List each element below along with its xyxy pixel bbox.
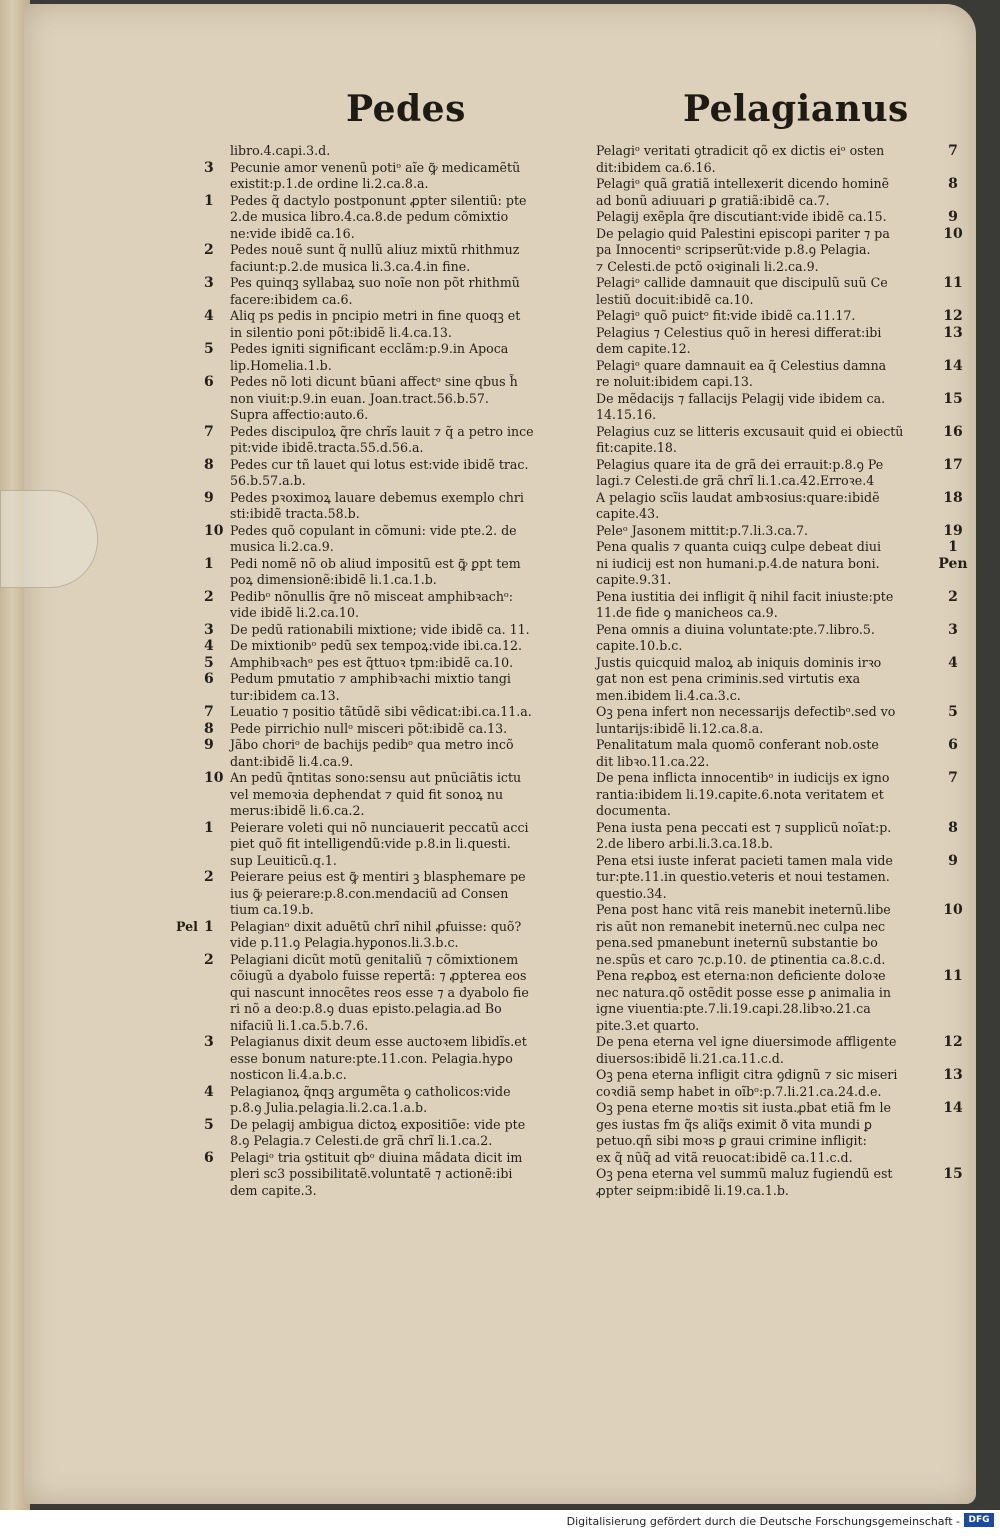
entry-text: Pedes q̃ dactylo postponunt ꝓpter silentiũ: pte 2.de musica libro.4.ca.8.de pedum cõmixtio ne:vide ibidẽ ca.16. [230, 192, 527, 241]
bookmark-clip [0, 490, 98, 588]
entry-text: De pelagij ambigua dictoꝝ expositiõe: vide pte 8.ꝯ Pelagia.⁊ Celesti.de grã chrĩ li.1.ca.2. [230, 1116, 526, 1148]
entry-text: De pena inflicta innocentibᵒ in iudicijs ex igno rantia:ibidem li.19.capite.6.nota veritatem et documenta. [596, 770, 890, 818]
index-entry [176, 1150, 586, 1200]
entry-text: Peleᵒ Jasonem mittit:p.7.li.3.ca.7. Pena qualis ⁊ quanta cuiqꝫ culpe debeat diui ni iudicij est non humani.p.4.de natura boni. capite.9.31. [596, 522, 881, 587]
index-entry [596, 853, 976, 903]
index-entry [596, 737, 976, 770]
index-entry [596, 308, 976, 358]
index-entry [176, 275, 586, 308]
entry-text: Pedes nouẽ sunt q̃ nullũ aliuz mixtũ rhithmuz faciunt:p.2.de musica li.3.ca.4.in fine. [230, 242, 520, 274]
index-column-right [596, 143, 976, 1199]
index-entry [596, 143, 976, 176]
entry-text: Pena etsi iuste inferat pacieti tamen mala vide tur:pte.11.in questio.veteris et noui testamen. questio.34. [596, 852, 893, 901]
entry-text: Pelagiᵒ callide damnauit que discipulũ suũ Ce lestiũ docuit:ibidẽ ca.10. [596, 275, 888, 307]
index-entry [176, 160, 586, 193]
index-entry [596, 391, 976, 424]
entry-number: 7 [204, 423, 214, 440]
index-entry [176, 341, 586, 374]
entry-number: 9 10 [943, 209, 963, 242]
entry-text: Pedum pmutatio ⁊ amphibꝛachi mixtio tangi tur:ibidem ca.13. [230, 671, 511, 703]
entry-number: 3 [204, 159, 214, 176]
index-entry [176, 143, 586, 160]
entry-text: Pede pirrichio nullᵒ misceri põt:ibidẽ ca.13. [230, 720, 508, 736]
entry-text: Pena iustitia dei infligit q̃ nihil facit iniuste:pte 11.de fide ꝯ manicheos ca.9. [596, 588, 894, 620]
entry-number: 5 [204, 1116, 214, 1133]
entry-number: 11 [943, 968, 963, 984]
entry-number: 9 [204, 489, 214, 506]
entry-text: Pedes igniti significant ecclãm:p.9.in Apoca lip.Homelia.1.b. [230, 341, 509, 373]
index-entry [596, 490, 976, 523]
entry-text: libro.4.capi.3.d. [230, 143, 331, 158]
entry-number: 9 [204, 737, 214, 753]
entry-number: 6 [204, 374, 214, 390]
index-entry [176, 457, 586, 490]
entry-text: De pedũ rationabili mixtione; vide ibidẽ ca. 11. [230, 621, 530, 637]
index-entry [596, 523, 976, 589]
index-entry [176, 490, 586, 523]
entry-number: 4 [948, 654, 958, 671]
entry-number: 4 [204, 638, 214, 654]
entry-text: Pecunie amor venenũ potiᵒ aĩe ꝙ̃ medicamẽtũ existit:p.1.de ordine li.2.ca.8.a. [230, 159, 521, 191]
index-entry [176, 242, 586, 275]
index-entry [596, 424, 976, 457]
entry-number: 1 [204, 555, 214, 572]
entry-number: 8 [948, 819, 958, 836]
footer-credit: Digitalisierung gefördert durch die Deutsche Forschungsgemeinschaft - [566, 1515, 960, 1528]
entry-text: Pelagianus dixit deum esse auctoꝛem libidĩs.et esse bonum nature:pte.11.con. Pelagia.hyꝑo nosticon li.4.a.b.c. [230, 1034, 527, 1082]
entry-number: 10 [204, 522, 224, 539]
entry-text: Justis quicquid maloꝝ ab iniquis dominis irꝛo gat non est pena criminis.sed virtutis exa men.ibidem li.4.ca.3.c. [596, 654, 882, 703]
index-entry [176, 704, 586, 721]
entry-number: 16 [943, 423, 963, 440]
index-entry [596, 457, 976, 490]
index-entry [176, 869, 586, 919]
entry-number: 3 [204, 621, 214, 638]
entry-text: Aliq ps pedis in pncipio metri in fine quoqꝫ et in silentio poni põt:ibidẽ li.4.ca.13. [230, 308, 521, 340]
entry-number: 7 [948, 770, 958, 786]
entry-text: Oꝫ pena eterna infligit citra ꝯdignũ ⁊ sic miseri coꝛdiã semp habet in oĩbᵒ:p.7.li.21.ca.24.d.e. [596, 1067, 898, 1099]
page-heading-right: Pelagianus [683, 88, 909, 130]
entry-number: 4 [204, 308, 214, 324]
entry-text: De mixtionibᵒ pedũ sex tempoꝝ:vide ibi.ca.12. [230, 638, 523, 653]
entry-number: 6 [948, 737, 958, 753]
index-entry [596, 770, 976, 820]
entry-number: 10 [204, 770, 224, 786]
entry-number: 2 [948, 588, 958, 605]
entry-number: 10 [943, 902, 963, 918]
entry-text: Pena post hanc vitã reis manebit ineternũ.libe ris aũt non remanebit ineternũ.nec culpa nec pena.sed pmanebunt ineternũ substantie bo ne.spũs et caro ⁊c.p.10. de ꝑtinentia ca.8.c.d. [596, 902, 891, 967]
entry-text: Penalitatum mala quomõ conferant nob.oste dit libꝛo.11.ca.22. [596, 737, 879, 769]
entry-number: 8 [204, 720, 214, 737]
entry-text: Pelagianᵒ dixit aduẽtũ chrĩ nihil ꝓfuisse: quõ? vide p.11.ꝯ Pelagia.hyꝑonos.li.3.b.c. [230, 918, 522, 950]
index-entry [176, 1117, 586, 1150]
index-entry [596, 704, 976, 737]
index-entry [176, 523, 586, 556]
entry-number: 7 [204, 704, 214, 720]
index-entry [596, 275, 976, 308]
entry-number: 19 1 Pen [938, 522, 968, 572]
entry-number: 4 [204, 1083, 214, 1100]
entry-number: 15 [943, 390, 963, 407]
entry-number: 8 [204, 456, 214, 473]
entry-text: Jãbo choriᵒ de bachijs pedibᵒ qua metro incõ dant:ibidẽ li.4.ca.9. [230, 737, 514, 769]
entry-text: Pedi nomẽ nõ ob aliud impositũ est ꝙ̃ ꝑpt tem poꝝ dimensionẽ:ibidẽ li.1.ca.1.b. [230, 555, 521, 587]
index-entry [596, 358, 976, 391]
entry-number: 11 [943, 275, 963, 291]
entry-text: Pedes quõ copulant in cõmuni: vide pte.2. de musica li.2.ca.9. [230, 522, 517, 554]
entry-text: Peierare peius est ꝙ̃ mentiri ꝫ blasphemare pe ius ꝙ̃ peierare:p.8.con.mendaciũ ad Consen tium ca.19.b. [230, 869, 526, 917]
entry-number: 14 [943, 357, 963, 374]
entry-text: Peierare voleti qui nõ nunciauerit peccatũ acci piet quõ fit intelligendũ:vide p.8.in li.questi. sup Leuiticũ.q.1. [230, 819, 529, 868]
entry-text: Oꝫ pena infert non necessarijs defectibᵒ.sed vo luntarijs:ibidẽ li.12.ca.8.a. [596, 704, 896, 736]
index-entry [176, 424, 586, 457]
entry-text: Oꝫ pena eterna vel summũ maluz fugiendũ est ꝓpter seipm:ibidẽ li.19.ca.1.b. [596, 1166, 893, 1198]
index-entry [596, 655, 976, 705]
entry-text: De pena eterna vel igne diuersimode affligente diuersos:ibidẽ li.21.ca.11.c.d. [596, 1034, 897, 1066]
index-entry [596, 820, 976, 853]
entry-text: Pelagiᵒ quõ puictᵒ fit:vide ibidẽ ca.11.17. Pelagius ⁊ Celestius quõ in heresi differat:ibi dem capite.12. [596, 308, 882, 356]
entry-number: 3 [204, 1034, 214, 1050]
index-entry [176, 556, 586, 589]
entry-text: Pedes cur tñ lauet qui lotus est:vide ibidẽ trac. 56.b.57.a.b. [230, 456, 529, 488]
entry-text: Pena reꝓboꝝ est eterna:non deficiente doloꝛe nec natura.qõ ostẽdit posse esse ꝑ animalia in igne viuentia:pte.7.li.19.capi.28.libꝛo.21.ca pite.3.et quarto. [596, 968, 891, 1033]
index-entry [596, 968, 976, 1034]
entry-number: 5 [204, 341, 214, 357]
index-entry [176, 770, 586, 820]
entry-number: 5 [204, 654, 214, 671]
entry-text: Pelagiᵒ veritati ꝯtradicit qõ ex dictis eiᵒ osten dit:ibidem ca.6.16. [596, 143, 885, 175]
entry-number: 2 [204, 588, 214, 605]
index-entry [176, 622, 586, 639]
entry-number: 12 13 [943, 308, 963, 341]
index-entry [176, 737, 586, 770]
index-entry [596, 589, 976, 622]
entry-text: Pelagiᵒ tria ꝯstituit qbᵒ diuina mãdata dicit im pleri sc3 possibilitatẽ.voluntatẽ ⁊ actionẽ:ibi dem capite.3. [230, 1149, 523, 1198]
entry-number: 8 [948, 176, 958, 192]
index-entry [176, 919, 586, 952]
index-entry [176, 1034, 586, 1084]
entry-text: Pedibᵒ nõnullis q̃re nõ misceat amphibꝛachᵒ: vide ibidẽ li.2.ca.10. [230, 588, 514, 620]
entry-number: 6 [204, 1149, 214, 1166]
entry-number: 9 [948, 852, 958, 869]
entry-number: 2 [204, 242, 214, 258]
index-entry [176, 1084, 586, 1117]
index-entry [596, 1034, 976, 1067]
dfg-logo: DFG [964, 1513, 994, 1527]
index-entry [176, 671, 586, 704]
entry-number: 1 [204, 192, 214, 209]
index-entry [596, 1166, 976, 1199]
index-entry [176, 589, 586, 622]
entry-number: 13 [943, 1067, 963, 1083]
entry-number: 3 [948, 621, 958, 638]
entry-text: Pelagiani dicũt motũ genitaliũ ⁊ cõmixtionem cõiugũ a dyabolo fuisse repertã: ⁊ ꝓpterea eos qui nascunt innocẽtes reos esse ⁊ a dyabolo fie ri nõ a deo:p.8.ꝯ duas episto.pelagia.ad Bo nifaciũ li.1.ca.5.b.7.6. [230, 951, 529, 1033]
entry-text: Pedes pꝛoximoꝝ lauare debemus exemplo chri sti:ibidẽ tracta.58.b. [230, 489, 524, 521]
entry-text: Pelagiᵒ quare damnauit ea q̃ Celestius damna re noluit:ibidem capi.13. [596, 357, 887, 389]
entry-number: 2 [204, 951, 214, 968]
index-entry [596, 1100, 976, 1166]
index-entry [176, 655, 586, 672]
index-entry [176, 308, 586, 341]
index-column-left [176, 143, 586, 1199]
index-entry [176, 820, 586, 870]
entry-text: Pelagiᵒ quã gratiã intellexerit dicendo hominẽ ad bonũ adiuuari ꝑ gratiã:ibidẽ ca.7. [596, 176, 890, 208]
index-entry [596, 1067, 976, 1100]
page-heading-left: Pedes [346, 88, 466, 130]
entry-text: Pedes discipuloꝝ q̃re chrĩs lauit ⁊ q̃ a petro ince pit:vide ibidẽ.tracta.55.d.56.a. [230, 423, 534, 455]
entry-text: Oꝫ pena eterne moꝛtis sit iusta.ꝓbat etiã fm le ges iustas fm q̃s aliq̃s eximit ð vita mundi ꝑ petuo.qñ sibi moꝛs ꝑ graui crimine infligit: ex q̃ nũq̃ ad vitã reuocat:ibidẽ ca.11.c.d. [596, 1100, 891, 1165]
entry-text: Pena omnis a diuina voluntate:pte.7.libro.5. capite.10.b.c. [596, 621, 875, 653]
entry-number: 3 [204, 275, 214, 291]
entry-number: 2 [204, 869, 214, 885]
entry-number: 7 [948, 143, 958, 159]
entry-number: 17 [943, 456, 963, 473]
entry-text: Pelagianoꝝ q̃nqꝫ argumẽta ꝯ catholicos:vide p.8.ꝯ Julia.pelagia.li.2.ca.1.a.b. [230, 1083, 511, 1115]
index-entry [176, 193, 586, 243]
entry-text: A pelagio scĩis laudat ambꝛosius:quare:ibidẽ capite.43. [596, 489, 880, 521]
entry-text: Pes quinqꝫ syllabaꝝ suo noĩe non põt rhithmũ facere:ibidem ca.6. [230, 275, 520, 307]
entry-number: 1 [204, 819, 214, 836]
entry-number: 14 [943, 1100, 963, 1116]
entry-text: Pelagius quare ita de grã dei errauit:p.8.ꝯ Pe lagi.⁊ Celesti.de grã chrĩ li.1.ca.42.Erroꝛe.4 [596, 456, 884, 488]
entry-text: Leuatio ⁊ positio tãtũdẽ sibi vẽdicat:ibi.ca.11.a. [230, 704, 532, 719]
entry-number: 5 [948, 704, 958, 720]
index-entry [596, 209, 976, 275]
entry-number: 1 [204, 918, 214, 935]
entry-text: Pedes nõ loti dicunt būani affectᵒ sine qbus h̃ non viuit:p.9.in euan. Joan.tract.56.b.57. Supra affectio:auto.6. [230, 374, 518, 422]
entry-text: Pelagij exẽpla q̃re discutiant:vide ibidẽ ca.15. De pelagio quid Palestini episcopi pariter ⁊ pa pa Innocentiᵒ scripserũt:vide p.8.ꝯ Pelagia. ⁊ Celesti.de pctõ oꝛiginali li.2.ca.9. [596, 209, 890, 274]
entry-number: 6 [204, 671, 214, 687]
index-entry [176, 638, 586, 655]
entry-number: 18 [943, 489, 963, 506]
section-prefix: Pel [176, 918, 198, 934]
index-entry [596, 622, 976, 655]
entry-text: De mẽdacijs ⁊ fallacijs Pelagij vide ibidem ca. 14.15.16. [596, 390, 886, 422]
entry-number: 12 [943, 1034, 963, 1050]
entry-text: An pedũ q̃ntitas sono:sensu aut pnũciãtis ictu vel memoꝛia dephendat ⁊ quid fit sonoꝝ nu merus:ibidẽ li.6.ca.2. [230, 770, 522, 818]
index-entry [596, 902, 976, 968]
index-entry [176, 374, 586, 424]
index-entry [596, 176, 976, 209]
entry-text: Pelagius cuz se litteris excusauit quid ei obiectũ fit:capite.18. [596, 423, 904, 455]
entry-text: Pena iusta pena peccati est ⁊ supplicũ noĩat:p. 2.de libero arbi.li.3.ca.18.b. [596, 819, 892, 851]
index-entry [176, 721, 586, 738]
entry-number [204, 143, 230, 160]
entry-text: Amphibꝛachᵒ pes est q̃ttuoꝛ tpm:ibidẽ ca.10. [230, 654, 514, 670]
entry-number: 15 [943, 1166, 963, 1182]
index-entry [176, 952, 586, 1035]
